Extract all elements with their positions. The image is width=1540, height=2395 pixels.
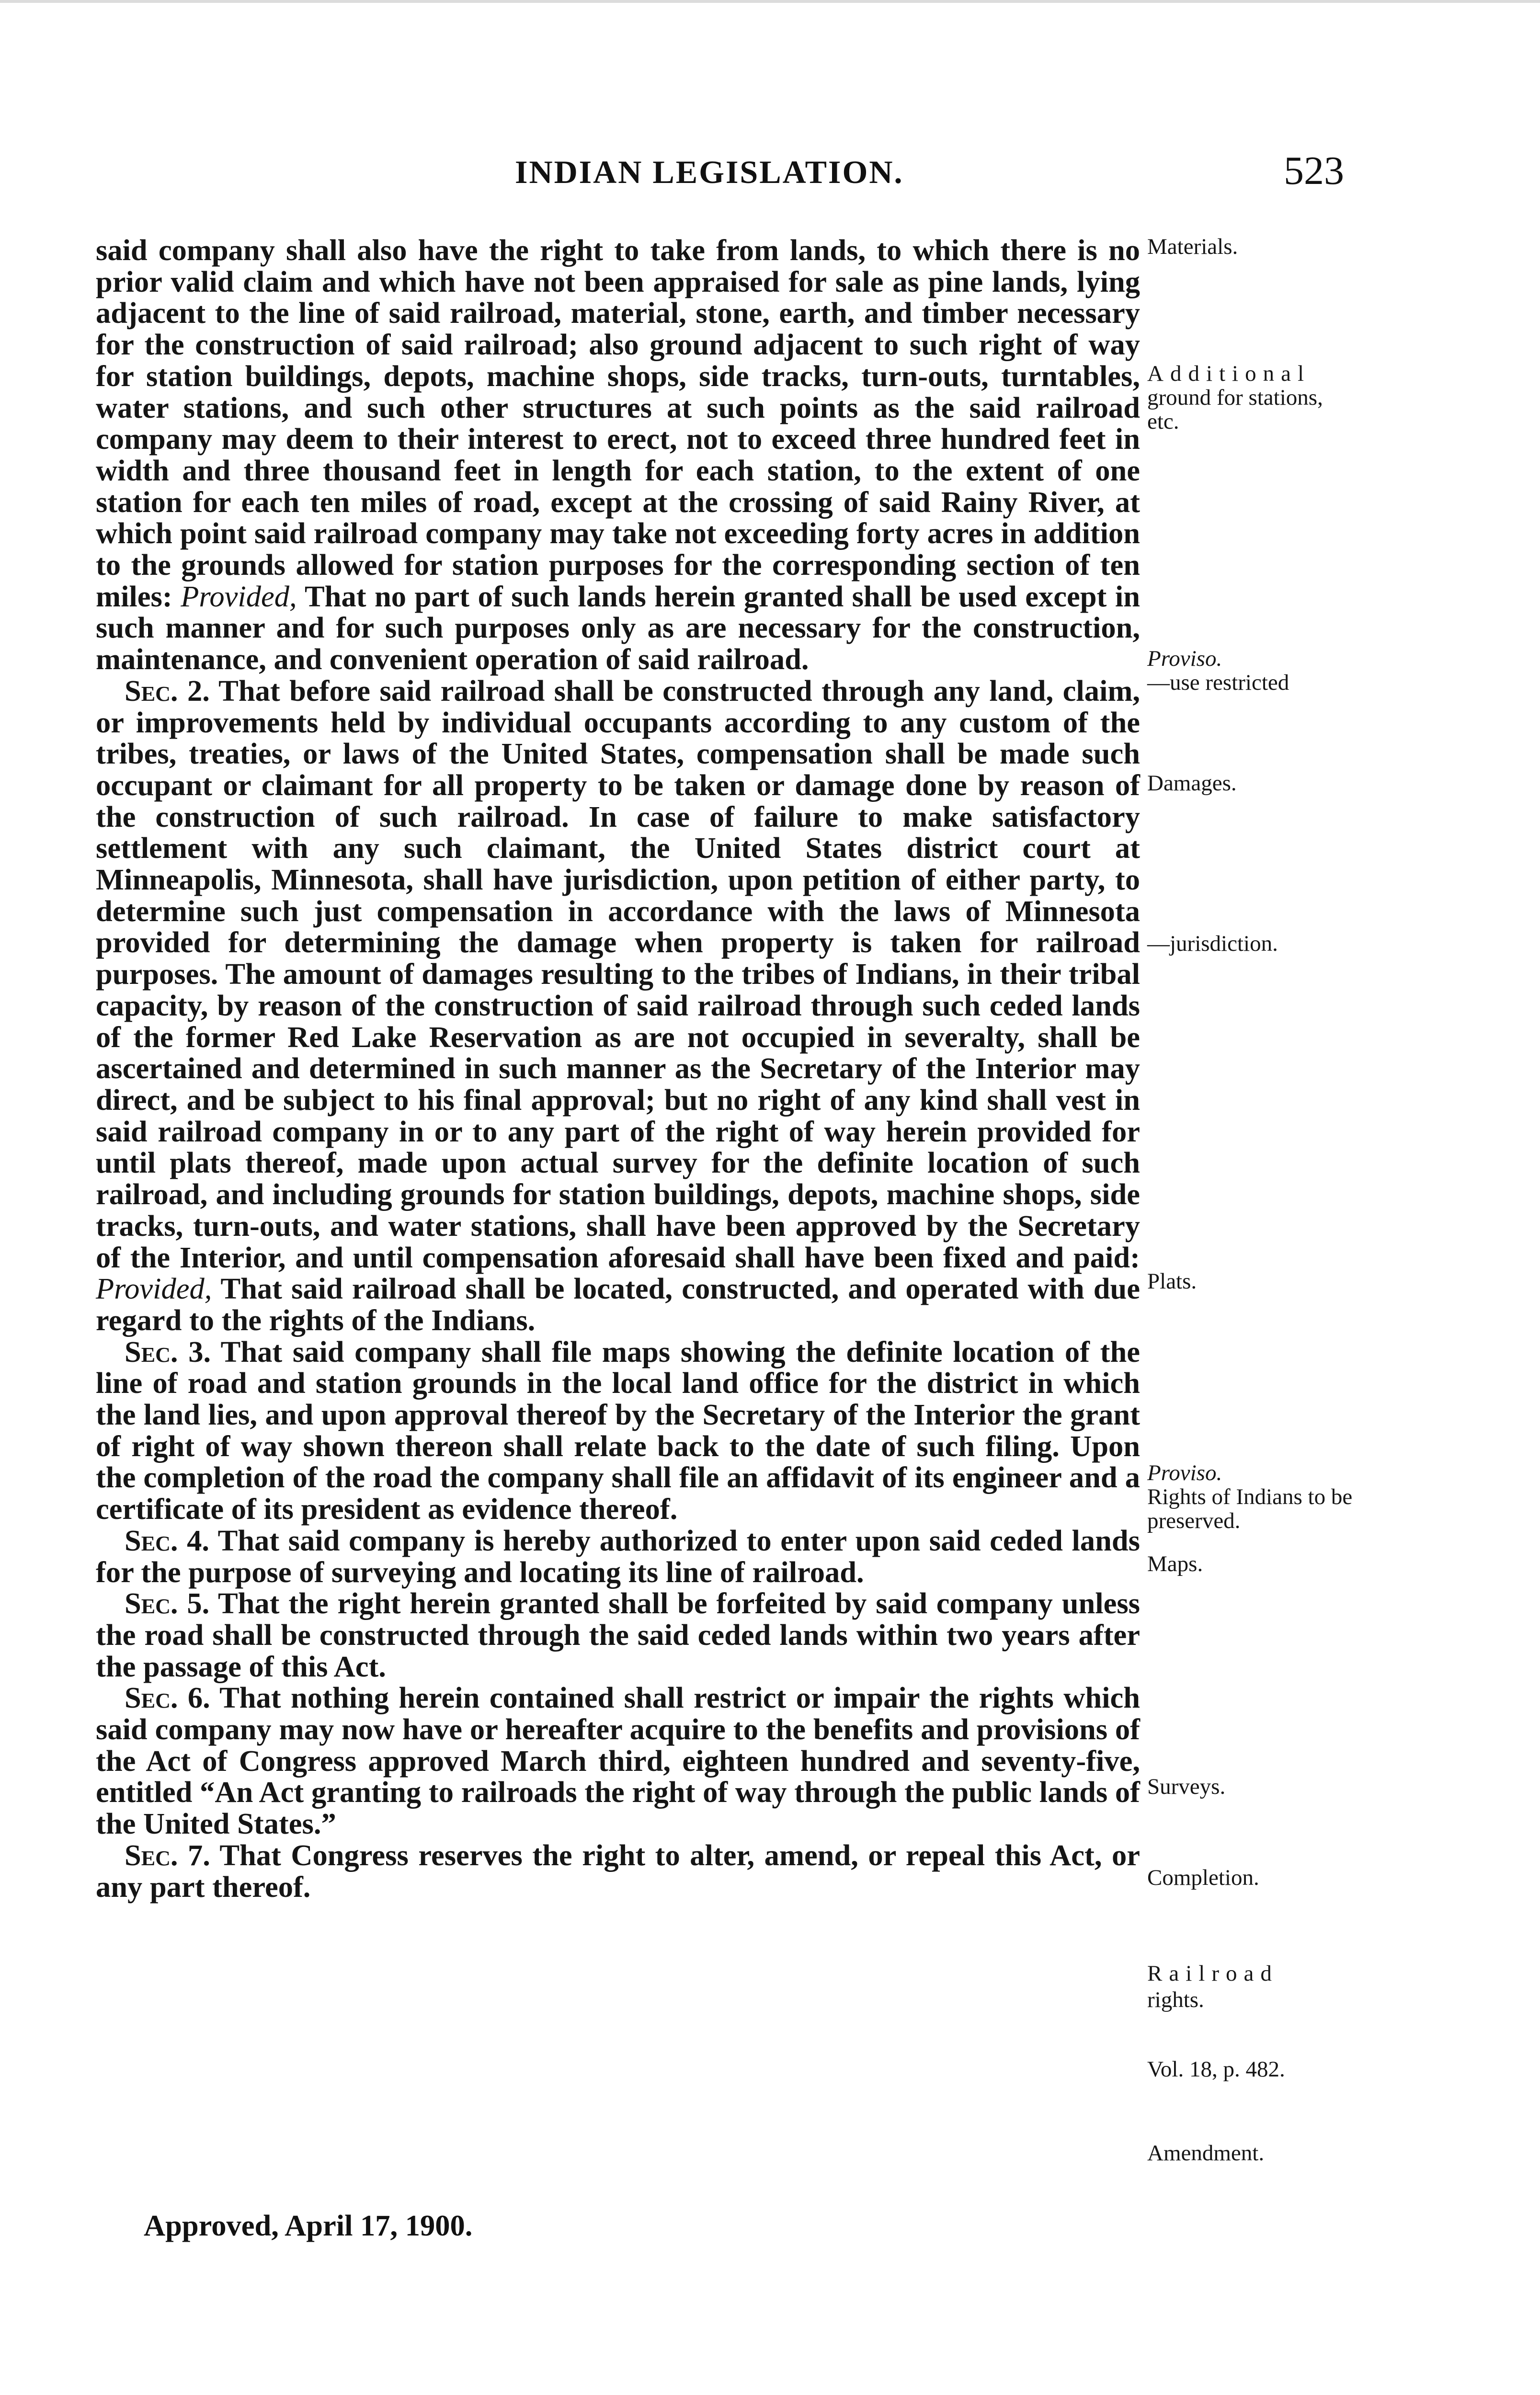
section-text: That said company shall file maps showing the definite location of the line of road and station grounds in the local land office for the district in which the land lies, and upon approval thereof by the Secretary of the Interior the grant of right of way shown thereon shall relate back to the date of such filing. Upon the completion of the road the company shall file an affidavit of its engineer and a certificate of its president as evidence thereof. <box>96 1334 1140 1526</box>
margin-note-maps: Maps. <box>1147 1551 1203 1576</box>
section-4 <box>96 1525 1140 1588</box>
statute-body <box>96 235 1140 1903</box>
scan-edge <box>0 0 1540 3</box>
section-text: That said company is hereby authorized to enter upon said ceded lands for the purpose of surveying and locating its line of railroad. <box>96 1523 1140 1589</box>
margin-note-materials: Materials. <box>1147 234 1238 259</box>
section-3 <box>96 1336 1140 1525</box>
section-text: That said railroad shall be located, constructed, and operated with due regard to the rights of the Indians. <box>96 1272 1141 1337</box>
proviso-italic: Proviso. <box>1147 1460 1222 1485</box>
section-2 <box>96 675 1140 1336</box>
margin-note-damages: Damages. <box>1147 771 1237 796</box>
section-label: Sec. 7. <box>125 1838 210 1872</box>
margin-note-railroad: Railroad <box>1147 1961 1278 1986</box>
section-label: Sec. 6. <box>125 1681 210 1715</box>
margin-note-rights-of-indians: Rights of Indians to be preserved. <box>1147 1484 1353 1533</box>
margin-note-proviso <box>1147 647 1358 671</box>
margin-note-additional: Additional <box>1147 361 1311 386</box>
paragraph-text: said company shall also have the right to take from lands, to which there is no prior valid claim and which have not been appraised for sale as pine lands, lying adjacent to the line of said railroad, material, stone, earth, and timber necessary for the construction of said railroad; also ground adjacent to such right of way for station buildings, depots, machine shops, side tracks, turn-outs, turntables, water stations, and such other structures at such points as the said railroad company may deem to their interest to erect, not to exceed three hundred feet in width and three thousand feet in length for each station, to the extent of one station for each ten miles of road, except at the crossing of said Rainy River, at which point said railroad company may take not exceeding forty acres in addition to the grounds allowed for station purposes for the corresponding section of ten miles: <box>96 233 1140 613</box>
margin-note-additional-ground: ground for stations, etc. <box>1147 385 1323 434</box>
margin-note-railroad-rights: rights. <box>1147 1987 1204 2012</box>
provided-italic: Provided, <box>96 1272 212 1306</box>
margin-note-completion: Completion. <box>1147 1865 1259 1890</box>
paragraph-text: That no part of such lands herein granted shall be used except in such manner and for such purposes only as are necessary for the construction, maintenance, and convenient operation of said railroad. <box>96 579 1140 676</box>
margin-note-vol: Vol. 18, p. 482. <box>1147 2057 1285 2082</box>
margin-note-amendment: Amendment. <box>1147 2141 1265 2166</box>
margin-note-plats: Plats. <box>1147 1269 1197 1294</box>
margin-note-proviso-2 <box>1147 1461 1358 1485</box>
section-text: That the right herein granted shall be forfeited by said company unless the road shall be constructed through the said ceded lands within two years after the passage of this Act. <box>96 1586 1140 1683</box>
paragraph-materials <box>96 235 1140 675</box>
margin-note-jurisdiction: —jurisdiction. <box>1147 931 1278 956</box>
margin-note-surveys: Surveys. <box>1147 1774 1226 1799</box>
section-6 <box>96 1682 1140 1840</box>
provided-italic: Provided, <box>181 579 297 613</box>
section-label: Sec. 5. <box>125 1586 210 1620</box>
page-number: 523 <box>1284 148 1344 193</box>
approval-date: Approved, April 17, 1900. <box>144 2209 473 2242</box>
section-label: Sec. 3. <box>125 1334 211 1369</box>
section-label: Sec. 4. <box>125 1523 210 1557</box>
section-7 <box>96 1840 1140 1903</box>
margin-note-use-restricted: —use restricted <box>1147 670 1289 695</box>
running-header: INDIAN LEGISLATION. <box>515 154 904 190</box>
section-text: That nothing herein contained shall restrict or impair the rights which said company may now have or hereafter acquire to the benefits and provisions of the Act of Congress approved March third, eighteen hundred and seventy-five, entitled “An Act granting to railroads the right of way through the public lands of the United States.” <box>96 1681 1140 1841</box>
section-label: Sec. 2. <box>125 673 210 707</box>
proviso-italic: Proviso. <box>1147 646 1222 671</box>
section-text: That before said railroad shall be constructed through any land, claim, or improvements held by individual occupants according to any custom of the tribes, treaties, or laws of the United States, compensation shall be made such occupant or claimant for all property to be taken or damage done by reason of the construction of such railroad. In case of failure to make satisfactory settlement with any such claimant, the United States district court at Minneapolis, Minnesota, shall have jurisdiction, upon petition of either party, to determine such just compensation in accordance with the laws of Minnesota provided for determining the damage when property is taken for railroad purposes. The amount of damages resulting to the tribes of Indians, in their tribal capacity, by reason of the construction of said railroad through such ceded lands of the former Red Lake Reservation as are not occupied in severalty, shall be ascertained and determined in such manner as the Secretary of the Interior may direct, and be subject to his final approval; but no right of any kind shall vest in said railroad company in or to any part of the right of way herein provided for until plats thereof, made upon actual survey for the definite location of such railroad, and including grounds for station buildings, depots, machine shops, side tracks, turn-outs, and water stations, shall have been approved by the Secretary of the Interior, and until compensation aforesaid shall have been fixed and paid: <box>96 673 1141 1274</box>
section-5 <box>96 1588 1140 1682</box>
section-text: That Congress reserves the right to alter, amend, or repeal this Act, or any part thereof. <box>96 1838 1140 1904</box>
